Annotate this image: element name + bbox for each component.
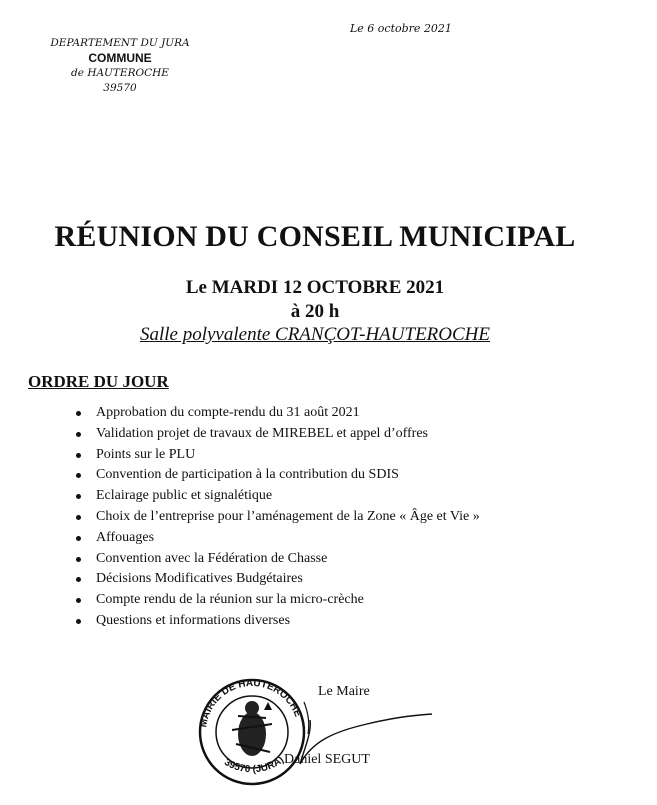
mayor-role: Le Maire: [318, 684, 370, 699]
agenda-item-text: Convention de participation à la contribution du SDIS: [96, 467, 399, 483]
meeting-title: RÉUNION DU CONSEIL MUNICIPAL: [54, 220, 576, 253]
mayor-name: Daniel SEGUT: [284, 752, 370, 767]
official-stamp-icon: [198, 678, 304, 784]
meeting-when: [0, 276, 630, 324]
bullet-icon: [76, 473, 81, 478]
svg-text:MAIRIE DE HAUTEROCHE: MAIRIE DE HAUTEROCHE: [198, 677, 304, 729]
agenda-item: [74, 486, 480, 507]
bullet-icon: [76, 411, 81, 416]
department-label: DEPARTEMENT DU JURA: [50, 37, 190, 49]
bullet-icon: [76, 536, 81, 541]
agenda-item: [74, 611, 480, 632]
bullet-icon: [76, 515, 81, 520]
postal-code: 39570: [103, 82, 137, 94]
meeting-date: Le MARDI 12 OCTOBRE 2021: [185, 277, 445, 298]
agenda-item: [74, 403, 480, 424]
agenda-item: [74, 507, 480, 528]
bullet-icon: [76, 453, 81, 458]
agenda-item-text: Décisions Modificatives Budgétaires: [96, 571, 303, 587]
meeting-venue: Salle polyvalente CRANÇOT-HAUTEROCHE: [139, 324, 491, 345]
agenda-heading: ORDRE DU JOUR: [28, 372, 169, 391]
bullet-icon: [76, 557, 81, 562]
agenda-list: [74, 403, 480, 632]
agenda-item: [74, 445, 480, 466]
agenda-item-text: Eclairage public et signalétique: [96, 488, 273, 504]
agenda-item-text: Questions et informations diverses: [96, 612, 291, 628]
agenda-item-text: Choix de l’entreprise pour l’aménagement de la Zone « Âge et Vie »: [96, 508, 480, 524]
meeting-time: à 20 h: [290, 301, 340, 322]
agenda-item: [74, 528, 480, 549]
agenda-item: [74, 424, 480, 445]
bullet-icon: [76, 619, 81, 624]
agenda-item-text: Validation projet de travaux de MIREBEL et appel d’offres: [96, 425, 429, 441]
bullet-icon: [76, 494, 81, 499]
agenda-item-text: Points sur le PLU: [96, 446, 196, 462]
sender-block: [40, 36, 200, 96]
bullet-icon: [76, 432, 81, 437]
agenda-item-text: Convention avec la Fédération de Chasse: [96, 550, 328, 566]
commune-label: COMMUNE: [88, 51, 152, 65]
agenda-item-text: Compte rendu de la réunion sur la micro-crèche: [96, 592, 364, 608]
bullet-icon: [76, 577, 81, 582]
agenda-item: [74, 549, 480, 570]
commune-name: de HAUTEROCHE: [71, 67, 169, 79]
bullet-icon: [76, 598, 81, 603]
letter-date: Le 6 octobre 2021: [350, 22, 452, 35]
agenda-item-text: Affouages: [96, 529, 155, 545]
agenda-item: [74, 590, 480, 611]
agenda-item: [74, 465, 480, 486]
agenda-item-text: Approbation du compte-rendu du 31 août 2021: [96, 405, 360, 420]
svg-text:39570 (JURA): 39570 (JURA): [222, 754, 287, 776]
agenda-item: [74, 569, 480, 590]
